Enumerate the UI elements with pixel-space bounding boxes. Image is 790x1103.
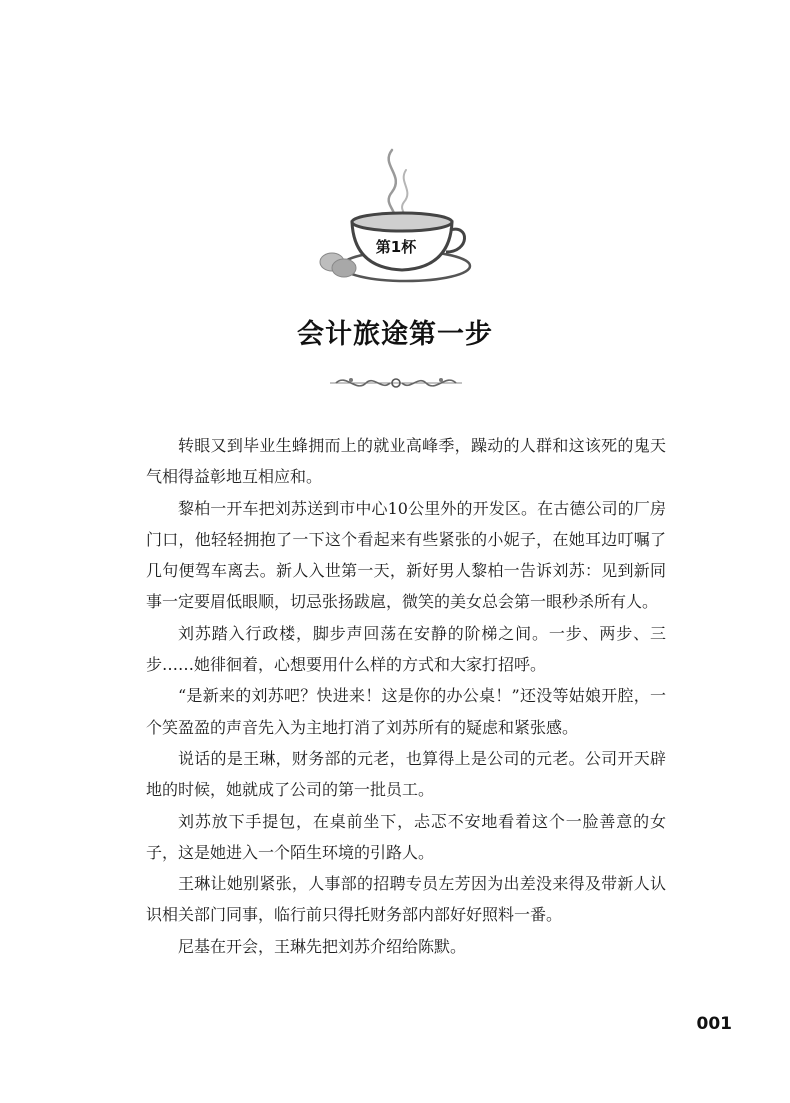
cup-rim	[352, 213, 452, 231]
paragraph: 刘苏踏入行政楼，脚步声回荡在安静的阶梯之间。一步、两步、三步……她徘徊着，心想要用什么样的方式和大家打招呼。	[146, 623, 666, 675]
chapter-body	[146, 430, 666, 962]
paragraph: 刘苏放下手提包，在桌前坐下，忐忑不安地看着这个一脸善意的女子，这是她进入一个陌生环境的引路人。	[146, 811, 666, 862]
paragraph: 转眼又到毕业生蜂拥而上的就业高峰季，躁动的人群和这该死的鬼天气相得益彰地互相应和。	[146, 436, 666, 487]
coffee-cup-icon	[310, 140, 485, 290]
paragraph: 王琳让她别紧张，人事部的招聘专员左芳因为出差没来得及带新人认识相关部门同事，临行前只得托财务部内部好好照料一番。	[146, 874, 666, 925]
paragraph: 说话的是王琳，财务部的元老，也算得上是公司的元老。公司开天辟地的时候，她就成了公司的第一批员工。	[146, 748, 666, 800]
paragraph: 尼基在开会，王琳先把刘苏介绍给陈默。	[178, 936, 467, 956]
chapter-title: 会计旅途第一步	[297, 319, 493, 350]
cookie	[332, 259, 356, 277]
paragraph: 黎柏一开车把刘苏送到市中心10公里外的开发区。在古德公司的厂房门口，他轻轻拥抱了一下这个看起来有些紧张的小妮子，在她耳边叮嘱了几句便驾车离去。新人入世第一天，新好男人黎柏一告诉刘苏：见到新同事一定要眉低眼顺，切忌张扬跋扈，微笑的美女总会第一眼秒杀所有人。	[146, 498, 666, 612]
paragraph: “是新来的刘苏吧？快进来！这是你的办公桌！”还没等姑娘开腔，一个笑盈盈的声音先入为主地打消了刘苏所有的疑虑和紧张感。	[146, 686, 666, 737]
page-number: 001	[696, 1014, 732, 1034]
steam-line	[389, 150, 396, 220]
ornament-divider-icon	[326, 373, 466, 393]
chapter-label: 第1杯	[375, 238, 417, 256]
